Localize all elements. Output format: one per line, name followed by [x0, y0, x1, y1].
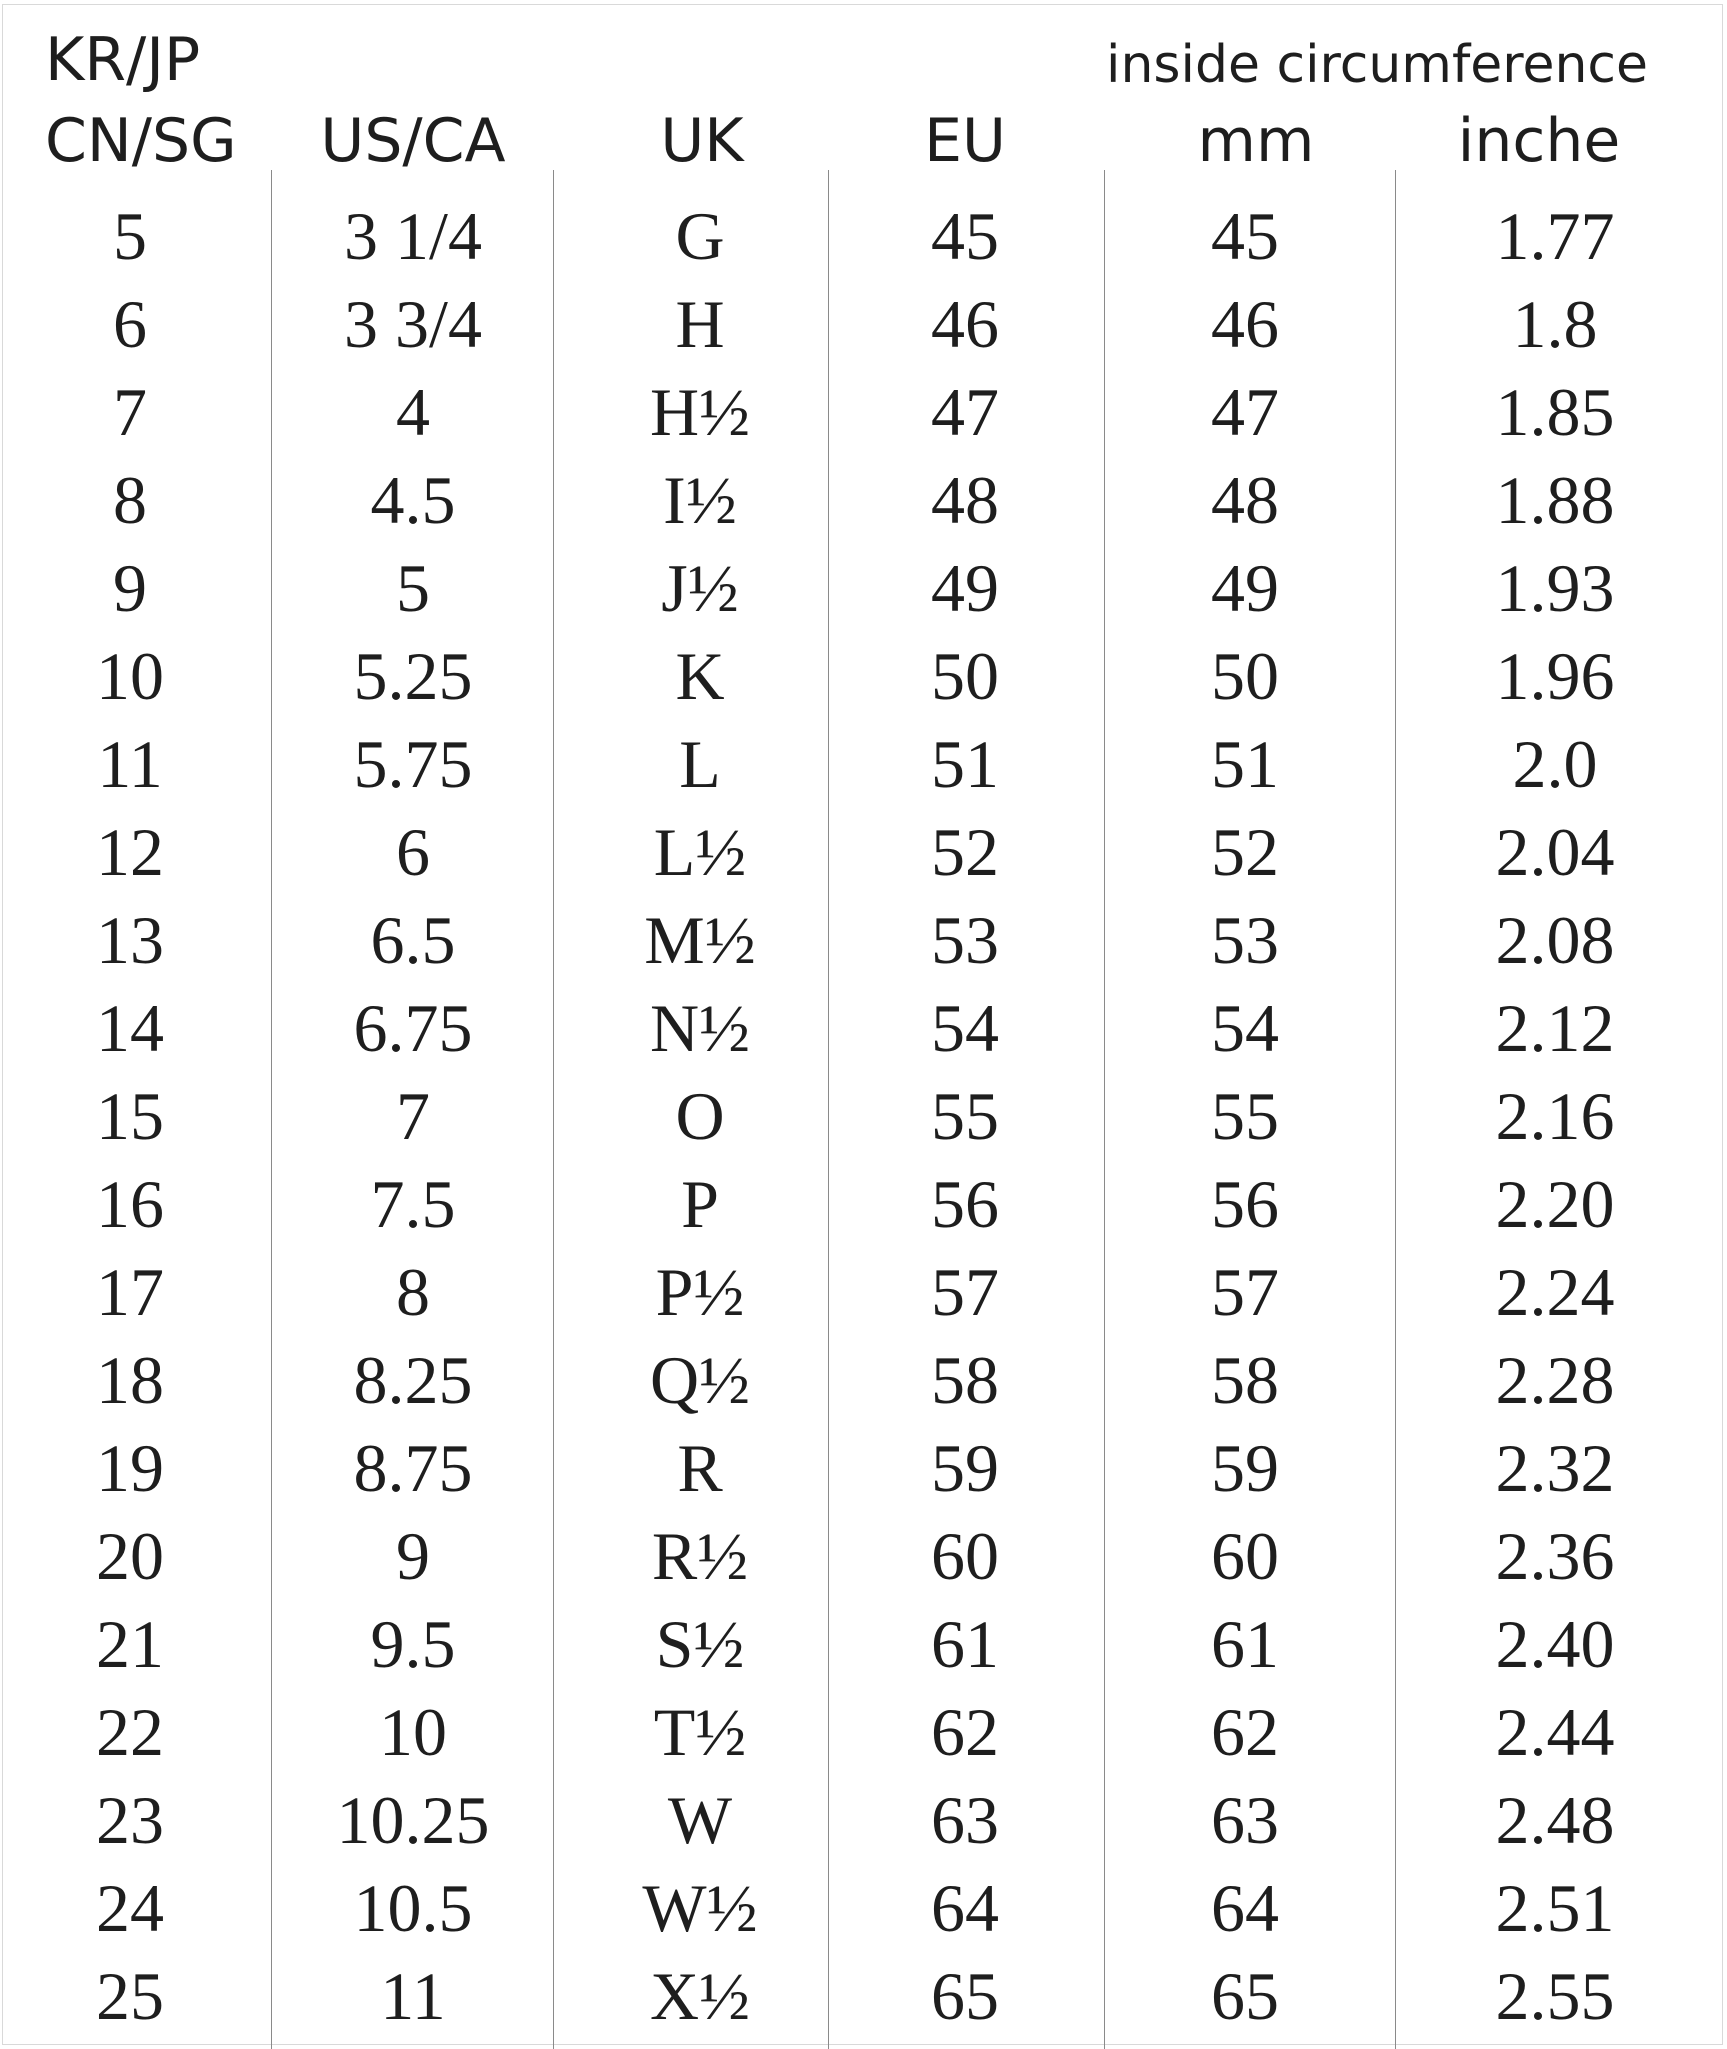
cell-inch: 1.88 [1495, 462, 1615, 538]
cell-mm: 50 [1211, 638, 1279, 714]
header-eu: EU [924, 106, 1006, 176]
cell-kr-jp-size: 6 [113, 286, 147, 362]
cell-us-ca-size: 5 [396, 550, 430, 626]
cell-inch: 2.28 [1495, 1342, 1615, 1418]
cell-uk-size: S½ [655, 1606, 745, 1682]
cell-kr-jp-size: 20 [96, 1518, 164, 1594]
header-inside-circumference: inside circumference [1106, 35, 1649, 95]
cell-mm: 47 [1211, 374, 1279, 450]
cell-inch: 1.93 [1495, 550, 1615, 626]
cell-kr-jp-size: 13 [96, 902, 164, 978]
table-row [0, 368, 1727, 456]
cell-mm: 63 [1211, 1782, 1279, 1858]
cell-kr-jp-size: 8 [113, 462, 147, 538]
cell-us-ca-size: 6.75 [353, 990, 473, 1066]
cell-us-ca-size: 9 [396, 1518, 430, 1594]
cell-eu-size: 54 [931, 990, 999, 1066]
cell-kr-jp-size: 19 [96, 1430, 164, 1506]
cell-inch: 1.96 [1495, 638, 1615, 714]
cell-inch: 2.48 [1495, 1782, 1615, 1858]
cell-mm: 57 [1211, 1254, 1279, 1330]
cell-inch: 2.08 [1495, 902, 1615, 978]
table-row [0, 632, 1727, 720]
table-row [0, 1600, 1727, 1688]
table-row [0, 280, 1727, 368]
cell-us-ca-size: 5.25 [353, 638, 473, 714]
table-row [0, 1776, 1727, 1864]
cell-uk-size: X½ [649, 1958, 751, 2034]
cell-uk-size: K [675, 638, 725, 714]
cell-kr-jp-size: 17 [96, 1254, 164, 1330]
cell-eu-size: 52 [931, 814, 999, 890]
cell-us-ca-size: 4 [396, 374, 430, 450]
cell-eu-size: 50 [931, 638, 999, 714]
cell-us-ca-size: 8.25 [353, 1342, 473, 1418]
cell-uk-size: I½ [663, 462, 737, 538]
cell-eu-size: 49 [931, 550, 999, 626]
cell-eu-size: 45 [931, 198, 999, 274]
cell-mm: 60 [1211, 1518, 1279, 1594]
cell-uk-size: R [677, 1430, 723, 1506]
cell-kr-jp-size: 12 [96, 814, 164, 890]
cell-kr-jp-size: 24 [96, 1870, 164, 1946]
cell-uk-size: H½ [649, 374, 751, 450]
cell-inch: 2.0 [1512, 726, 1598, 802]
cell-us-ca-size: 10.25 [336, 1782, 490, 1858]
cell-eu-size: 53 [931, 902, 999, 978]
cell-mm: 45 [1211, 198, 1279, 274]
cell-uk-size: P [681, 1166, 719, 1242]
table-row [0, 1160, 1727, 1248]
cell-us-ca-size: 7 [396, 1078, 430, 1154]
cell-mm: 49 [1211, 550, 1279, 626]
cell-kr-jp-size: 5 [113, 198, 147, 274]
cell-eu-size: 62 [931, 1694, 999, 1770]
cell-uk-size: L½ [653, 814, 747, 890]
cell-inch: 2.16 [1495, 1078, 1615, 1154]
table-row [0, 1864, 1727, 1952]
cell-uk-size: W [667, 1782, 733, 1858]
cell-inch: 2.36 [1495, 1518, 1615, 1594]
cell-kr-jp-size: 22 [96, 1694, 164, 1770]
cell-inch: 1.8 [1512, 286, 1598, 362]
cell-eu-size: 51 [931, 726, 999, 802]
table-row [0, 896, 1727, 984]
cell-eu-size: 47 [931, 374, 999, 450]
size-table [0, 192, 1727, 2040]
cell-eu-size: 57 [931, 1254, 999, 1330]
table-row [0, 1688, 1727, 1776]
cell-us-ca-size: 4.5 [370, 462, 456, 538]
table-row [0, 1072, 1727, 1160]
header-us-ca: US/CA [320, 106, 506, 176]
cell-us-ca-size: 8 [396, 1254, 430, 1330]
cell-mm: 52 [1211, 814, 1279, 890]
header-uk: UK [660, 106, 744, 176]
cell-uk-size: T½ [653, 1694, 747, 1770]
table-row [0, 984, 1727, 1072]
cell-uk-size: J½ [661, 550, 739, 626]
cell-inch: 1.85 [1495, 374, 1615, 450]
cell-eu-size: 55 [931, 1078, 999, 1154]
cell-mm: 56 [1211, 1166, 1279, 1242]
cell-eu-size: 59 [931, 1430, 999, 1506]
cell-eu-size: 60 [931, 1518, 999, 1594]
cell-kr-jp-size: 25 [96, 1958, 164, 2034]
cell-uk-size: L [679, 726, 721, 802]
cell-kr-jp-size: 18 [96, 1342, 164, 1418]
cell-eu-size: 48 [931, 462, 999, 538]
table-row [0, 1952, 1727, 2040]
cell-uk-size: R½ [651, 1518, 749, 1594]
cell-inch: 2.51 [1495, 1870, 1615, 1946]
cell-us-ca-size: 8.75 [353, 1430, 473, 1506]
table-row [0, 808, 1727, 896]
cell-eu-size: 63 [931, 1782, 999, 1858]
cell-mm: 62 [1211, 1694, 1279, 1770]
cell-us-ca-size: 3 1/4 [344, 198, 482, 274]
header-cn-sg: CN/SG [45, 106, 237, 176]
cell-mm: 55 [1211, 1078, 1279, 1154]
cell-us-ca-size: 10 [379, 1694, 447, 1770]
cell-us-ca-size: 5.75 [353, 726, 473, 802]
cell-mm: 46 [1211, 286, 1279, 362]
header-inch: inche [1457, 106, 1621, 176]
cell-kr-jp-size: 14 [96, 990, 164, 1066]
cell-inch: 1.77 [1495, 198, 1615, 274]
cell-uk-size: Q½ [649, 1342, 751, 1418]
cell-us-ca-size: 10.5 [353, 1870, 473, 1946]
cell-us-ca-size: 11 [380, 1958, 446, 2034]
cell-kr-jp-size: 16 [96, 1166, 164, 1242]
cell-inch: 2.04 [1495, 814, 1615, 890]
cell-eu-size: 65 [931, 1958, 999, 2034]
cell-mm: 48 [1211, 462, 1279, 538]
table-row [0, 456, 1727, 544]
cell-eu-size: 56 [931, 1166, 999, 1242]
cell-us-ca-size: 6 [396, 814, 430, 890]
cell-kr-jp-size: 9 [113, 550, 147, 626]
table-row [0, 1336, 1727, 1424]
cell-inch: 2.44 [1495, 1694, 1615, 1770]
cell-us-ca-size: 3 3/4 [344, 286, 482, 362]
cell-inch: 2.32 [1495, 1430, 1615, 1506]
cell-us-ca-size: 9.5 [370, 1606, 456, 1682]
cell-kr-jp-size: 11 [97, 726, 163, 802]
cell-mm: 64 [1211, 1870, 1279, 1946]
cell-uk-size: H [675, 286, 725, 362]
cell-mm: 65 [1211, 1958, 1279, 2034]
cell-us-ca-size: 7.5 [370, 1166, 456, 1242]
cell-mm: 59 [1211, 1430, 1279, 1506]
cell-mm: 54 [1211, 990, 1279, 1066]
cell-inch: 2.12 [1495, 990, 1615, 1066]
header-mm: mm [1197, 106, 1315, 176]
header-kr-jp: KR/JP [45, 25, 201, 95]
cell-uk-size: M½ [644, 902, 756, 978]
cell-eu-size: 61 [931, 1606, 999, 1682]
cell-eu-size: 64 [931, 1870, 999, 1946]
table-row [0, 1248, 1727, 1336]
table-row [0, 1424, 1727, 1512]
cell-uk-size: N½ [649, 990, 751, 1066]
cell-kr-jp-size: 23 [96, 1782, 164, 1858]
table-row [0, 192, 1727, 280]
cell-inch: 2.24 [1495, 1254, 1615, 1330]
table-row [0, 720, 1727, 808]
cell-inch: 2.55 [1495, 1958, 1615, 2034]
cell-uk-size: G [675, 198, 725, 274]
table-row [0, 544, 1727, 632]
cell-uk-size: W½ [642, 1870, 758, 1946]
cell-mm: 53 [1211, 902, 1279, 978]
cell-mm: 51 [1211, 726, 1279, 802]
cell-kr-jp-size: 10 [96, 638, 164, 714]
cell-kr-jp-size: 15 [96, 1078, 164, 1154]
cell-inch: 2.40 [1495, 1606, 1615, 1682]
table-row [0, 1512, 1727, 1600]
cell-mm: 61 [1211, 1606, 1279, 1682]
cell-kr-jp-size: 7 [113, 374, 147, 450]
cell-inch: 2.20 [1495, 1166, 1615, 1242]
cell-uk-size: P½ [655, 1254, 745, 1330]
cell-mm: 58 [1211, 1342, 1279, 1418]
cell-us-ca-size: 6.5 [370, 902, 456, 978]
cell-eu-size: 58 [931, 1342, 999, 1418]
cell-eu-size: 46 [931, 286, 999, 362]
cell-uk-size: O [675, 1078, 725, 1154]
cell-kr-jp-size: 21 [96, 1606, 164, 1682]
